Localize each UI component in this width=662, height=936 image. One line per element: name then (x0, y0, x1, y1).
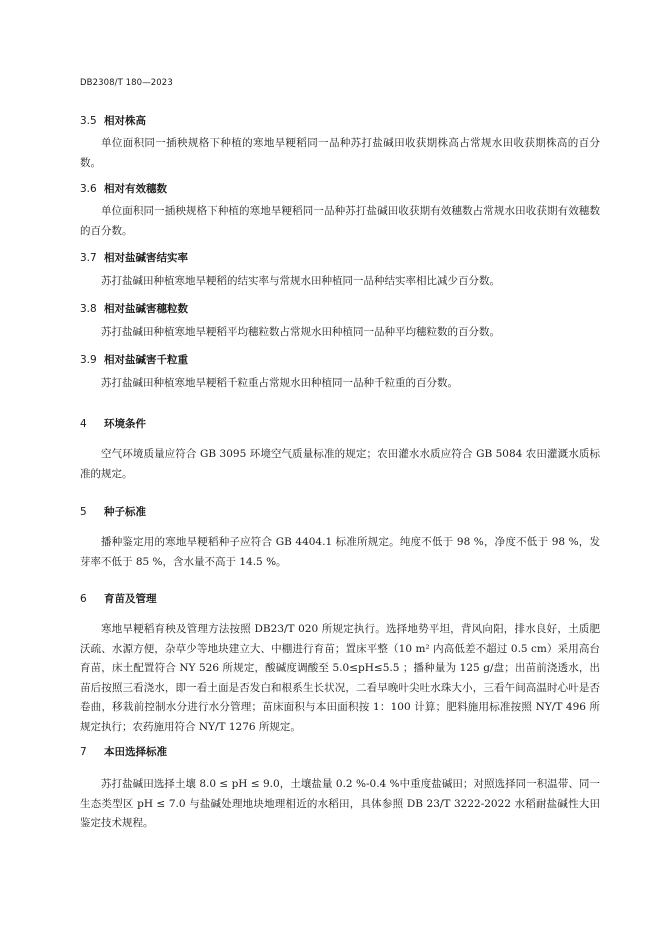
section-paragraph-3-7: 苏打盐碱田种植寒地旱粳稻的结实率与常规水田种植同一品种结实率相比减少百分数。 (101, 275, 500, 287)
section-number: 3.6 (80, 183, 97, 195)
section-paragraph-3-8: 苏打盐碱田种植寒地旱粳稻平均穗粒数占常规水田种植同一品种平均穗粒数的百分数。 (101, 326, 500, 338)
section-title: 相对株高 (104, 115, 146, 127)
section-paragraph-5: 播种鉴定用的寒地旱粳稻种子应符合 GB 4404.1 标准所规定。纯度不低于 98 %，净度不低于 98 %，发芽率不低于 85 %，含水量不高于 14.5 %。 (80, 536, 600, 568)
section-number: 3.9 (80, 354, 97, 366)
section-title: 环境条件 (104, 418, 146, 430)
section-heading-3-6 (80, 181, 167, 196)
section-title: 相对盐碱害千粒重 (104, 354, 188, 366)
section-paragraph-3-6: 单位面积同一插秧规格下种植的寒地旱粳稻同一品种苏打盐碱田收获期有效穗数占常规水田收获期有效穗数的百分数。 (80, 205, 600, 237)
document-code: DB2308/T 180—2023 (80, 78, 173, 88)
section-paragraph-7: 苏打盐碱田选择土壤 8.0 ≤ pH ≤ 9.0，土壤盐量 0.2 %-0.4 %中重度盐碱田；对照选择同一积温带、同一生态类型区 pH ≤ 7.0 与盐碱处理地块地理相近的水稻田，具体参照 DB 23/T 3222-2022 水稻耐盐碱性大田鉴定技术规程。 (80, 778, 600, 829)
section-number: 3.5 (80, 115, 97, 127)
section-paragraph-3-5: 单位面积同一插秧规格下种植的寒地旱粳稻同一品种苏打盐碱田收获期株高占常规水田收获期株高的百分数。 (80, 137, 600, 169)
section-title: 相对盐碱害穗粒数 (104, 303, 188, 315)
section-heading-3-8 (80, 301, 188, 316)
section-number: 4 (80, 418, 87, 430)
section-heading-3-9 (80, 352, 188, 367)
section-heading-3-5 (80, 113, 146, 128)
section-heading-6 (80, 591, 157, 606)
section-title: 相对有效穗数 (104, 183, 167, 195)
section-heading-3-7 (80, 250, 188, 265)
section-heading-7 (80, 744, 167, 759)
section-number: 3.8 (80, 303, 97, 315)
section-heading-5 (80, 504, 146, 519)
section-paragraph-6: 寒地旱粳稻育秧及管理方法按照 DB23/T 020 所规定执行。选择地势平坦，背风向阳，排水良好，土质肥沃疏、水源方便，杂草少等地块建立大、中棚进行育苗；置床平整（10 m² 内高低差不超过 0.5 cm）采用高台育苗，床土配置符合 NY 526 所规定，酸碱度调酸至 5.0≤pH≤5.5 ；播种量为 125 g/盘；出苗前浇透水，出苗后按照三看浇水，即一看土面是否发白和根系生长状况，二看早晚叶尖吐水珠大小，三看午间高温时心叶是否卷曲，移栽前控制水分进行水分管理；苗床面积与本田面积按 1：100 计算；肥料施用标准按照 NY/T 496 所规定执行；农药施用符合 NY/T 1276 所规定。 (80, 623, 600, 733)
section-title: 种子标准 (104, 506, 146, 518)
section-title: 育苗及管理 (104, 593, 157, 605)
section-paragraph-4: 空气环境质量应符合 GB 3095 环境空气质量标准的规定；农田灌水水质应符合 GB 5084 农田灌溉水质标准的规定。 (80, 448, 600, 480)
section-number: 3.7 (80, 252, 97, 264)
section-paragraph-3-9: 苏打盐碱田种植寒地旱粳稻千粒重占常规水田种植同一品种千粒重的百分数。 (101, 377, 458, 389)
section-number: 7 (80, 746, 87, 758)
section-number: 6 (80, 593, 87, 605)
section-heading-4 (80, 416, 146, 431)
section-title: 本田选择标准 (104, 746, 167, 758)
section-number: 5 (80, 506, 87, 518)
section-title: 相对盐碱害结实率 (104, 252, 188, 264)
